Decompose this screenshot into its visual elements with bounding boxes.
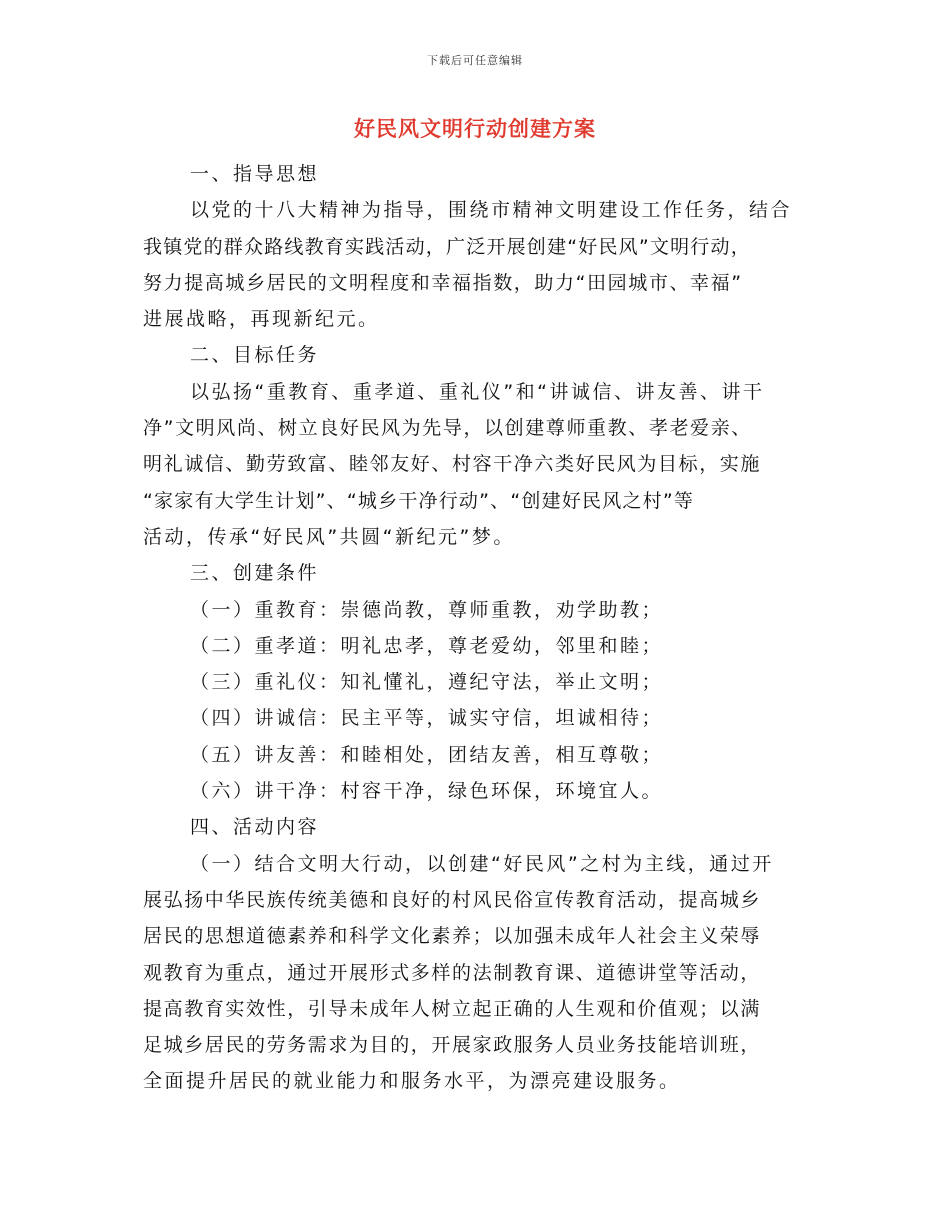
condition-item: （二）重孝道：明礼忠孝，尊老爱幼，邻里和睦； — [190, 634, 664, 657]
paragraph-line: 全面提升居民的就业能力和服务水平，为漂亮建设服务。 — [143, 1070, 681, 1093]
paragraph-line: 展弘扬中华民族传统美德和良好的村风民俗宣传教育活动，提高城乡 — [143, 888, 762, 911]
paragraph-line: 足城乡居民的劳务需求为目的，开展家政服务人员业务技能培训班， — [143, 1034, 762, 1057]
paragraph-line: 提高教育实效性，引导未成年人树立起正确的人生观和价值观；以满 — [143, 997, 762, 1020]
condition-item: （三）重礼仪：知礼懂礼，遵纪守法，举止文明； — [190, 671, 664, 694]
condition-item: （一）重教育：崇德尚教，尊师重教，劝学助教； — [190, 598, 664, 621]
paragraph-line: 进展战略，再现新纪元。 — [143, 308, 380, 331]
condition-item: （六）讲干净：村容干净，绿色环保，环境宜人。 — [190, 780, 664, 803]
condition-item: （四）讲诚信：民主平等，诚实守信，坦诚相待； — [190, 707, 664, 730]
page-header-note: 下载后可任意编辑 — [427, 54, 523, 67]
condition-item: （五）讲友善：和睦相处，团结友善，相互尊敬； — [190, 743, 664, 766]
paragraph-line: 以党的十八大精神为指导，围绕市精神文明建设工作任务，结合 — [190, 199, 793, 222]
document-title: 好民风文明行动创建方案 — [354, 117, 596, 141]
paragraph-line: （一）结合文明大行动，以创建“好民风”之村为主线，通过开 — [190, 852, 774, 875]
section-heading: 三、创建条件 — [190, 562, 320, 585]
paragraph-line: 我镇党的群众路线教育实践活动，广泛开展创建“好民风”文明行动， — [143, 235, 751, 258]
section-heading: 一、指导思想 — [190, 163, 320, 185]
paragraph-line: 明礼诚信、勤劳致富、睦邻友好、村容干净六类好民风为目标，实施 — [143, 453, 762, 476]
paragraph-line: “家家有大学生计划”、“城乡干净行动”、“创建好民风之村”等 — [143, 489, 695, 512]
paragraph-line: 净”文明风尚、树立良好民风为先导，以创建尊师重教、孝老爱亲、 — [143, 417, 752, 440]
paragraph-line: 观教育为重点，通过开展形式多样的法制教育课、道德讲堂等活动， — [143, 961, 762, 984]
paragraph-line: 活动，传承“好民风”共圆“新纪元”梦。 — [143, 525, 515, 548]
paragraph-line: 以弘扬“重教育、重孝道、重礼仪”和“讲诚信、讲友善、讲干 — [190, 380, 765, 403]
paragraph-line: 努力提高城乡居民的文明程度和幸福指数，助力“田园城市、幸福” — [143, 271, 743, 294]
document-body — [143, 156, 808, 1100]
paragraph-line: 居民的思想道德素养和科学文化素养；以加强未成年人社会主义荣辱 — [143, 925, 762, 948]
section-heading: 四、活动内容 — [190, 816, 320, 839]
section-heading: 二、目标任务 — [190, 344, 320, 367]
